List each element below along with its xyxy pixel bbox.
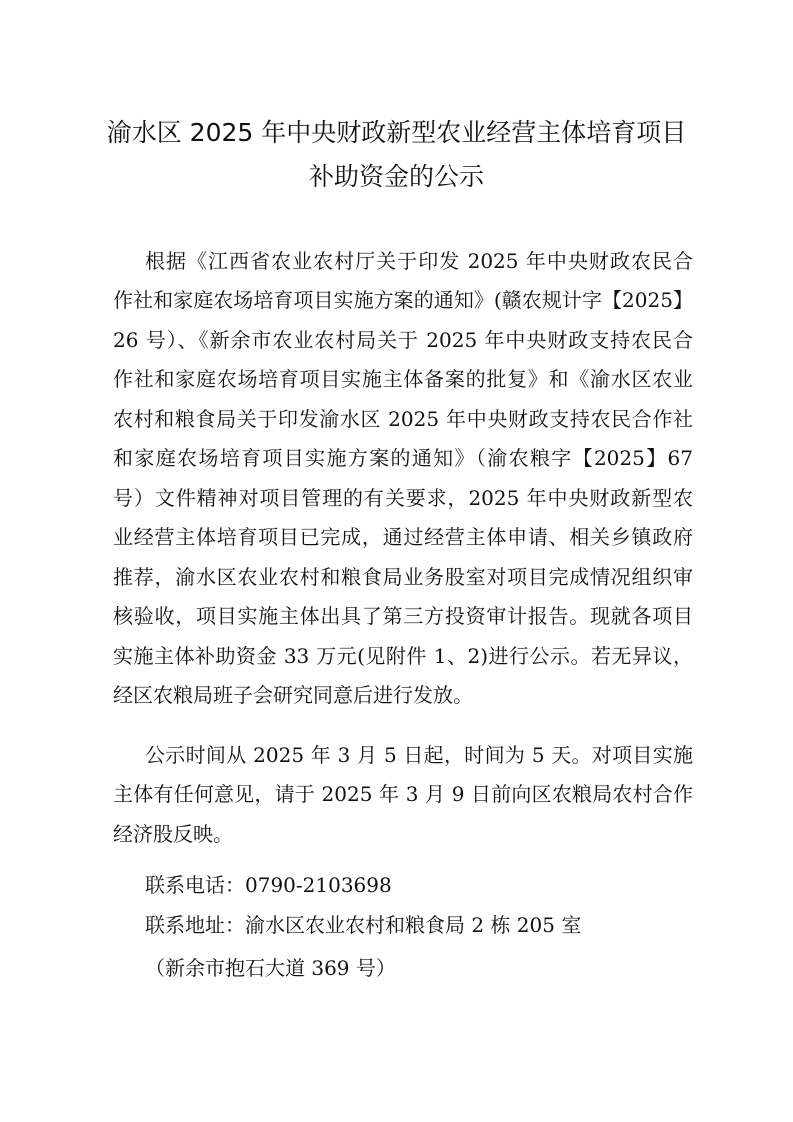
paragraph-line: 业经营主体培育项目已完成，通过经营主体申请、相关乡镇政府 (113, 525, 693, 549)
paragraph-line: 公示时间从 2025 年 3 月 5 日起，时间为 5 天。对项目实施 (145, 743, 693, 767)
contact-phone: 联系电话：0790-2103698 (145, 873, 392, 897)
paragraph-line: 经济股反映。 (113, 822, 233, 846)
paragraph-line: 和家庭农场培育项目实施方案的通知》（渝农粮字【2025】67 (113, 446, 693, 470)
paragraph-line: 号）文件精神对项目管理的有关要求，2025 年中央财政新型农 (113, 486, 693, 510)
paragraph-line: 作社和家庭农场培育项目实施方案的通知》(赣农规计字【2025】 (113, 288, 693, 312)
paragraph-line: 农村和粮食局关于印发渝水区 2025 年中央财政支持农民合作社 (113, 407, 693, 431)
paragraph-line: 根据《江西省农业农村厅关于印发 2025 年中央财政农民合 (145, 249, 693, 273)
paragraph-line: 经区农粮局班子会研究同意后进行发放。 (113, 683, 473, 707)
document-title-line-2: 补助资金的公示 (308, 162, 484, 191)
paragraph-line: 实施主体补助资金 33 万元(见附件 1、2)进行公示。若无异议， (113, 644, 693, 668)
address-note: （新余市抱石大道 369 号） (145, 956, 396, 980)
document-title-line-1: 渝水区 2025 年中央财政新型农业经营主体培育项目 (106, 118, 687, 147)
paragraph-line: 核验收，项目实施主体出具了第三方投资审计报告。现就各项目 (113, 604, 693, 628)
paragraph-line: 作社和家庭农场培育项目实施主体备案的批复》和《渝水区农业 (113, 367, 693, 391)
contact-address: 联系地址：渝水区农业农村和粮食局 2 栋 205 室 (145, 913, 582, 937)
paragraph-line: 26 号）、《新余市农业农村局关于 2025 年中央财政支持农民合 (113, 328, 693, 352)
paragraph-line: 推荐，渝水区农业农村和粮食局业务股室对项目完成情况组织审 (113, 565, 693, 589)
paragraph-line: 主体有任何意见，请于 2025 年 3 月 9 日前向区农粮局农村合作 (113, 782, 693, 806)
